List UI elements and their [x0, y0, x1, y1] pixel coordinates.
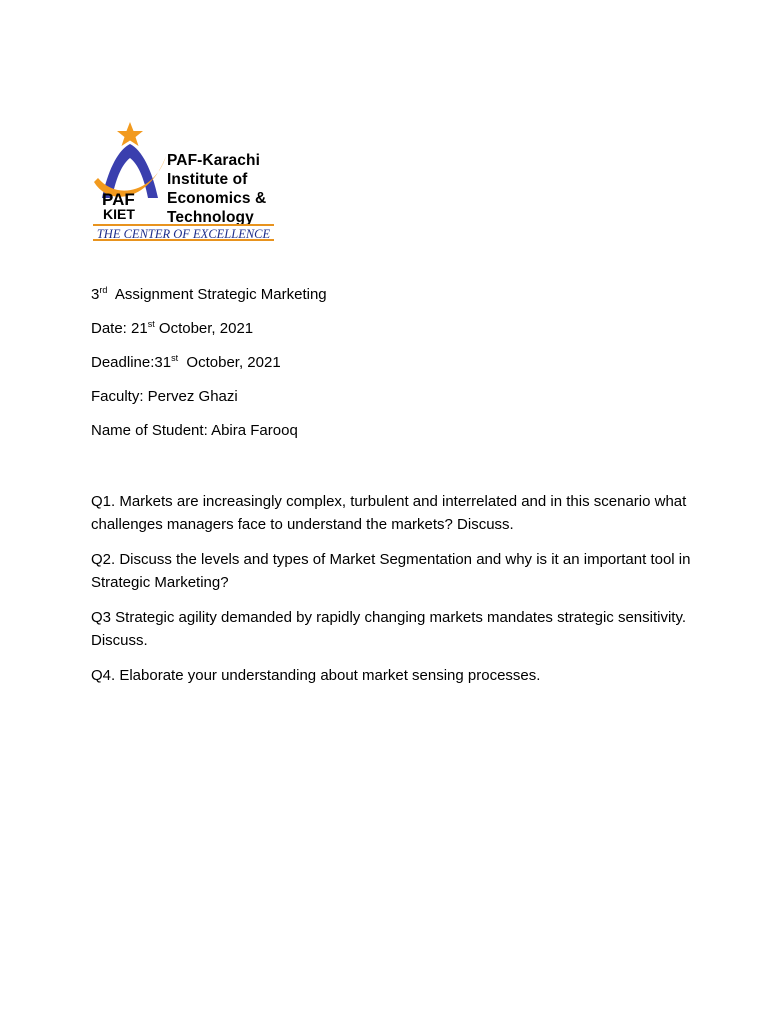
question-1: Q1. Markets are increasingly complex, turbulent and interrelated and in this scenario what challenges managers face to understand the markets? Discuss. — [91, 493, 687, 533]
logo-tagline: THE CENTER OF EXCELLENCE — [93, 224, 274, 241]
assignment-student: Name of Student: Abira Farooq — [91, 422, 298, 439]
assignment-faculty: Faculty: Pervez Ghazi — [91, 388, 238, 405]
question-2: Q2. Discuss the levels and types of Market Segmentation and why is it an important tool in Strategic Marketing? — [91, 551, 691, 591]
logo-institute-name: PAF-Karachi Institute of Economics & Technology — [167, 152, 267, 226]
logo-kiet: KIET — [103, 206, 135, 222]
assignment-deadline: Deadline:31st October, 2021 — [91, 353, 281, 371]
assignment-title: 3rd Assignment Strategic Marketing — [91, 285, 327, 303]
question-4: Q4. Elaborate your understanding about market sensing processes. — [91, 667, 541, 684]
question-3: Q3 Strategic agility demanded by rapidly changing markets mandates strategic sensitivity. Discuss. — [91, 609, 687, 649]
assignment-date: Date: 21st October, 2021 — [91, 319, 254, 337]
assignment-info — [91, 284, 327, 454]
logo-paf: PAF — [102, 190, 135, 209]
question-list — [91, 490, 691, 699]
institute-logo — [90, 120, 290, 245]
